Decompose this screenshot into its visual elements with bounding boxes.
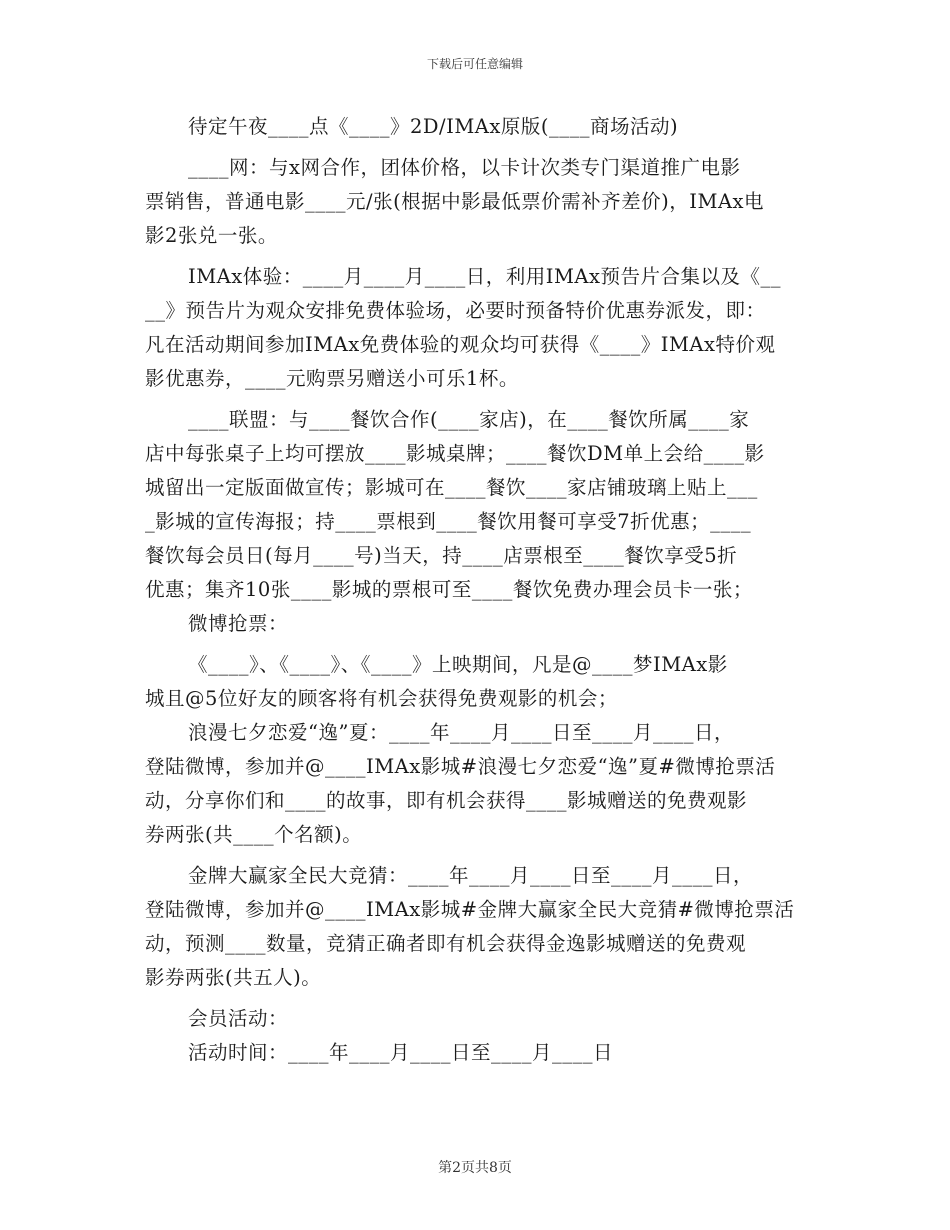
text-line: 影2张兑一张。 [145,224,278,247]
text-line: 会员活动： [188,1007,289,1030]
page-header: 下载后可任意编辑 [426,57,523,71]
text-line: 影优惠券，____元购票另赠送小可乐1杯。 [145,367,519,390]
text-line: 浪漫七夕恋爱“逸”夏：____年____月____日至____月____日， [188,721,734,744]
text-line: 凡在活动期间参加IMAx免费体验的观众均可获得《____》IMAx特价观 [145,333,776,356]
text-line: 优惠；集齐10张____影城的票根可至____餐饮免费办理会员卡一张； [145,578,753,601]
text-line: 待定午夜____点《____》2D/IMAx原版(____商场活动) [188,115,679,138]
text-line: 票销售，普通电影____元/张(根据中影最低票价需补齐差价)，IMAx电 [145,190,765,213]
text-line: 动，分享你们和____的故事，即有机会获得____影城赠送的免费观影 [145,789,748,812]
text-line: 金牌大赢家全民大竞猜：____年____月____日至____月____日， [188,864,754,887]
page-footer: 第2页共8页 [438,1160,512,1176]
text-line: 城留出一定版面做宣传；影城可在____餐饮____家店铺玻璃上贴上___ [145,476,758,499]
text-line: 券两张(共____个名额)。 [145,823,363,846]
text-line: ____网：与x网合作，团体价格，以卡计次类专门渠道推广电影 [188,156,741,179]
text-line: 登陆微博，参加并@____IMAx影城#金牌大赢家全民大竞猜#微博抢票活 [145,898,795,921]
text-line: __》预告片为观众安排免费体验场，必要时预备特价优惠券派发，即： [145,299,766,322]
text-line: _影城的宣传海报；持____票根到____餐饮用餐可享受7折优惠；____ [145,510,752,533]
text-line: 登陆微博，参加并@____IMAx影城#浪漫七夕恋爱“逸”夏#微博抢票活 [145,755,776,778]
text-line: 动，预测____数量，竞猜正确者即有机会获得金逸影城赠送的免费观 [145,932,747,955]
text-line: 微博抢票： [188,612,289,635]
document-body [145,110,805,1070]
text-line: 餐饮每会员日(每月____号)当天，持____店票根至____餐饮享受5折 [145,544,738,567]
text-line: 城且@5位好友的顾客将有机会获得免费观影的机会； [145,687,618,710]
text-line: 活动时间：____年____月____日至____月____日 [188,1041,614,1064]
text-line: 影券两张(共五人)。 [145,966,322,989]
text-line: IMAx体验：____月____月____日，利用IMAx预告片合集以及《__ [188,265,781,288]
text-line: 店中每张桌子上均可摆放____影城桌牌；____餐饮DM单上会给____影 [145,442,765,465]
text-line: ____联盟：与____餐饮合作(____家店)，在____餐饮所属____家 [188,408,750,431]
text-line: 《____》、《____》、《____》上映期间，凡是@____梦IMAx影 [188,653,728,676]
